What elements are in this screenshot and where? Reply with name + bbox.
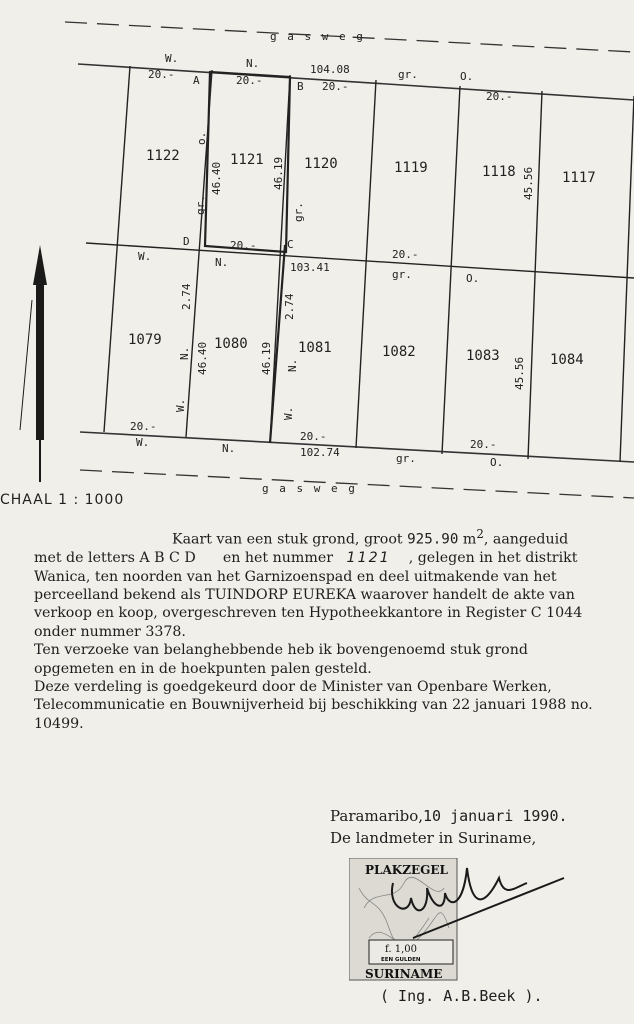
dim-width-7: 20.- [130, 420, 157, 433]
marker-gr-bot: gr. [396, 452, 416, 465]
marker-o-mid: O. [466, 272, 480, 285]
deed-description [34, 525, 594, 733]
stamp-value: f. 1,00 [385, 944, 417, 955]
marker-n-top: N. [246, 57, 260, 70]
road-name-bottom: g a s w e g [262, 482, 357, 495]
dim-depth-1080-right: 46.19 [260, 341, 273, 375]
marker-w-top: W. [165, 52, 179, 65]
dim-depth-1083: 45.56 [513, 356, 526, 390]
north-arrow-icon [20, 245, 47, 482]
signature-place-date [330, 807, 568, 825]
revenue-stamp [349, 858, 579, 988]
marker-o-top: O. [460, 70, 474, 83]
deed-parcel-number: 1121 [346, 550, 391, 567]
deed-line1-post: , aangeduid [483, 531, 569, 548]
side-marker-w-2: W. [282, 406, 295, 420]
dim-depth-1080-left: 46.40 [196, 341, 209, 375]
corner-b: B [297, 80, 304, 93]
deed-line-1 [34, 525, 594, 549]
marker-n-bot: N. [222, 442, 236, 455]
marker-gr-top: gr. [398, 68, 418, 81]
side-marker-o: o. [195, 131, 208, 145]
dim-depth-1121-left: 46.40 [210, 161, 223, 195]
signature-place: Paramaribo, [330, 807, 424, 825]
stamp-top-text: PLAKZEGEL [365, 863, 448, 877]
lot-1079: 1079 [128, 332, 162, 348]
deed-line2-pre: met de letters A B C D [34, 550, 196, 567]
marker-w-mid: W. [138, 250, 152, 263]
lot-1080: 1080 [214, 336, 248, 352]
side-marker-n-1: N. [178, 346, 191, 360]
dim-bottom-total: 102.74 [300, 446, 340, 459]
dim-offset-right: 2.74 [283, 293, 296, 320]
deed-rest: Wanica, ten noorden van het Garnizoenspad en deel uitmakende van het perceelland bekend als TUINDORP EUREKA waarover handelt de akte van verkoop en koop, overgeschreven ten Hypotheekkantore in Register C 1044 onder nummer 3378. [34, 568, 583, 640]
dim-width-4: 20.- [486, 90, 513, 103]
dim-mid-total: 103.41 [290, 261, 330, 274]
engineer-name: ( Ing. A.B.Beek ). [380, 987, 543, 1005]
dim-depth-1121-right: 46.19 [272, 156, 285, 190]
deed-para-2: Ten verzoeke van belanghebbende heb ik bovengenoemd stuk grond opgemeten en in de hoekpunten palen gesteld. [34, 642, 528, 677]
map-scale: CHAAL 1 : 1000 [0, 492, 125, 508]
stamp-words: EEN GULDEN [381, 957, 421, 963]
lot-1084: 1084 [550, 352, 584, 368]
deed-area: 925.90 [407, 531, 459, 548]
cadastral-map [0, 0, 634, 510]
side-marker-gr-2: gr. [292, 202, 305, 222]
dim-width-3: 20.- [322, 80, 349, 93]
dim-width-6: 20.- [392, 248, 419, 261]
lot-1122: 1122 [146, 148, 180, 164]
road-name-top: g a s w e g [270, 30, 365, 43]
marker-w-bot: W. [136, 436, 150, 449]
dim-top-total: 104.08 [310, 63, 350, 76]
dim-width-8: 20.- [300, 430, 327, 443]
deed-para-3: Deze verdeling is goedgekeurd door de Minister van Openbare Werken, Telecommunicatie en Bouwnijverheid bij beschikking van 22 januari 1988 no. 10499. [34, 678, 593, 732]
deed-area-sup: 2 [476, 527, 484, 541]
dim-depth-1118: 45.56 [522, 166, 535, 200]
dim-width-5: 20.- [230, 239, 257, 252]
lot-1120: 1120 [304, 156, 338, 172]
lot-1117: 1117 [562, 170, 596, 186]
marker-o-bot: O. [490, 456, 504, 469]
deed-line2-mid: en het nummer [222, 550, 334, 567]
side-marker-w-1: W. [174, 398, 187, 412]
corner-d: D [183, 235, 190, 248]
signature-date: 10 januari 1990. [423, 807, 568, 825]
deed-line1-pre: Kaart van een stuk grond, groot [172, 531, 408, 548]
marker-n-mid: N. [215, 256, 229, 269]
side-marker-n-2: N. [286, 358, 299, 372]
lot-1083: 1083 [466, 348, 500, 364]
stamp-country: SURINAME [365, 967, 443, 981]
parcel-grid [86, 66, 634, 462]
signature-role: De landmeter in Suriname, [330, 829, 537, 847]
lot-1118: 1118 [482, 164, 516, 180]
dim-width-1: 20.- [148, 68, 175, 81]
side-marker-gr-1: gr. [194, 195, 207, 215]
deed-line-2 [34, 549, 594, 567]
deed-line2-post: , gelegen in het distrikt [408, 550, 578, 567]
corner-c: C [287, 238, 294, 251]
lot-1121: 1121 [230, 152, 264, 168]
dim-width-2: 20.- [236, 74, 263, 87]
lot-1081: 1081 [298, 340, 332, 356]
marker-gr-mid: gr. [392, 268, 412, 281]
dim-width-9: 20.- [470, 438, 497, 451]
deed-area-unit: m [458, 531, 477, 548]
lot-1082: 1082 [382, 344, 416, 360]
dim-offset-left: 2.74 [180, 283, 193, 310]
corner-a: A [193, 74, 200, 87]
lot-1119: 1119 [394, 160, 428, 176]
